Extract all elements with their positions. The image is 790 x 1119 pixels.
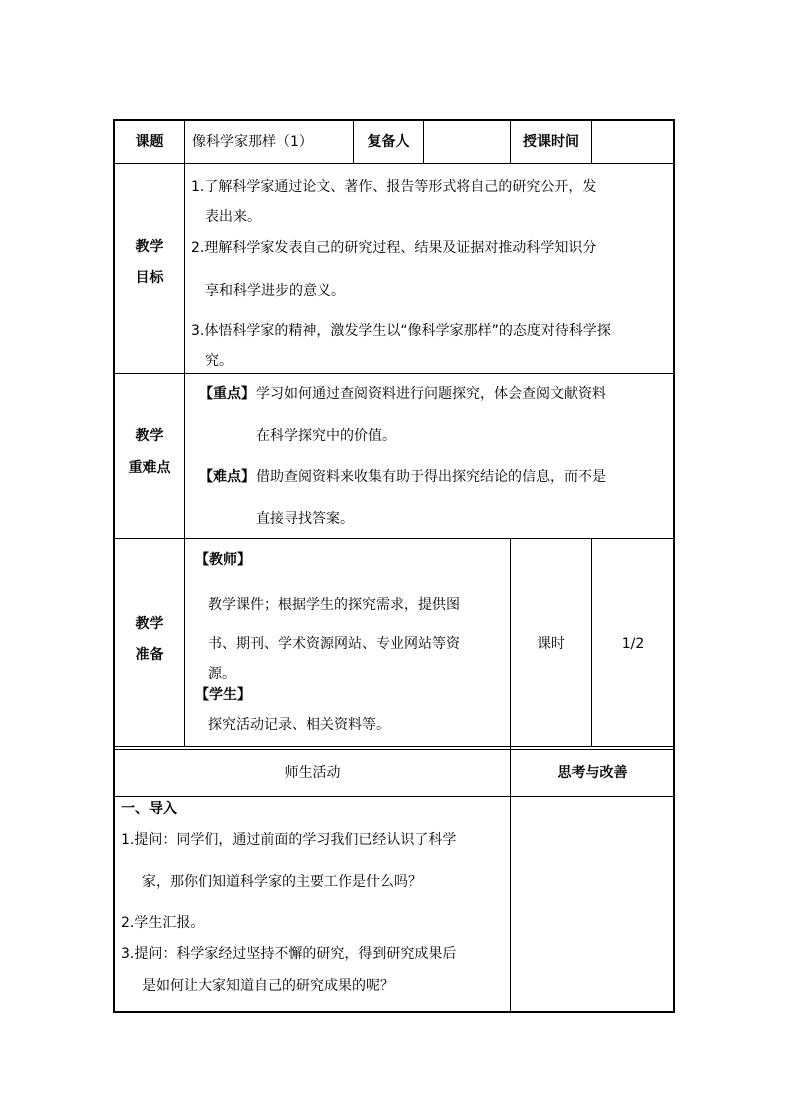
student-material-line: 探究活动记录、相关资料等。 (208, 717, 390, 733)
preparation-label: 准备 (135, 647, 164, 663)
row-divider (114, 163, 674, 164)
class-hours-label: 课时 (537, 636, 565, 652)
activity-line: 1.提问：同学们，通过前面的学习我们已经认识了科学 (121, 832, 457, 848)
activity-line: 是如何让大家知道自己的研究成果的呢？ (142, 978, 394, 994)
objectives-label: 教学 (135, 239, 164, 255)
row-divider (114, 749, 674, 750)
teacher-material-line: 教学课件；根据学生的探究需求，提供图 (208, 597, 460, 613)
activity-line: 家，那你们知道科学家的主要工作是什么吗？ (142, 874, 422, 890)
activity-line: 2.学生汇报。 (121, 915, 205, 931)
objective-line: 1.了解科学家通过论文、著作、报告等形式将自己的研究公开，发 (191, 179, 597, 195)
difficulty-label: 重难点 (128, 460, 171, 476)
activity-line: 3.提问：科学家经过坚持不懈的研究，得到研究成果后 (121, 946, 457, 962)
reflection-column-header: 思考与改善 (557, 765, 628, 781)
column-divider (184, 120, 185, 747)
class-hours-value: 1/2 (621, 636, 645, 652)
topic-value: 像科学家那样（1） (192, 134, 313, 150)
topic-label: 课题 (135, 134, 164, 150)
row-divider (114, 796, 674, 797)
objective-line: 享和科学进步的意义。 (205, 283, 345, 299)
row-divider (114, 538, 674, 539)
preparer-label: 复备人 (367, 134, 410, 150)
objective-line: 3.体悟科学家的精神，激发学生以“像科学家那样”的态度对待科学探 (191, 323, 611, 339)
student-tag: 【学生】 (195, 687, 251, 703)
teacher-material-line: 书、期刊、学术资源网站、专业网站等资 (208, 636, 460, 652)
difficult-point-text: 借助查阅资料来收集有助于得出探究结论的信息，而不是 (256, 469, 606, 485)
row-divider (114, 746, 674, 747)
objective-line: 究。 (205, 353, 233, 369)
key-point-text: 学习如何通过查阅资料进行问题探究，体会查阅文献资料 (256, 386, 606, 402)
key-point-text: 在科学探究中的价值。 (256, 428, 396, 444)
objective-line: 表出来。 (205, 209, 261, 225)
teacher-material-line: 源。 (208, 666, 236, 682)
key-point-tag: 【重点】 (199, 386, 255, 402)
time-label: 授课时间 (523, 134, 579, 150)
column-divider (423, 120, 424, 164)
row-divider (114, 373, 674, 374)
objectives-label: 目标 (135, 270, 164, 286)
difficult-point-text: 直接寻找答案。 (256, 511, 354, 527)
preparation-label: 教学 (135, 616, 164, 632)
teacher-tag: 【教师】 (195, 552, 251, 568)
objective-line: 2.理解科学家发表自己的研究过程、结果及证据对推动科学知识分 (191, 240, 597, 256)
difficult-point-tag: 【难点】 (199, 469, 255, 485)
column-divider (591, 120, 592, 164)
difficulty-label: 教学 (135, 428, 164, 444)
activity-column-header: 师生活动 (284, 765, 341, 781)
section-title: 一、导入 (121, 801, 177, 817)
